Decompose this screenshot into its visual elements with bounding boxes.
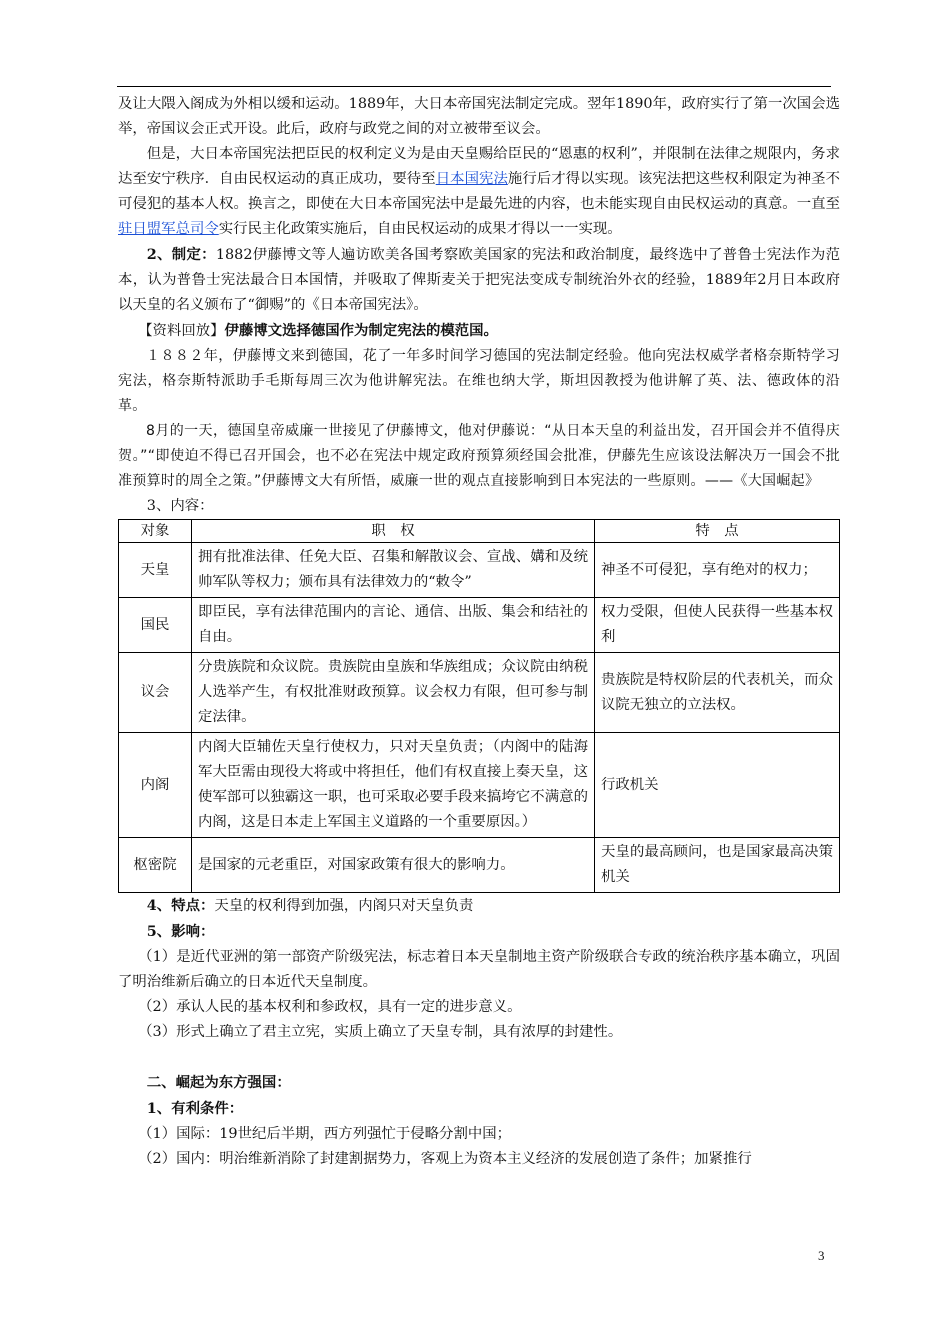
paragraph [118, 893, 840, 919]
spacer [118, 1045, 840, 1070]
table-row [119, 838, 840, 893]
page-number: 3 [818, 1248, 825, 1263]
table-cell: 枢密院 [119, 838, 192, 893]
section-heading: 5、影响： [146, 923, 215, 940]
paragraph [118, 242, 840, 318]
content-table [118, 519, 840, 893]
table-cell: 天皇的最高顾问，也是国家最高决策机关 [595, 838, 840, 893]
table-row [119, 543, 840, 598]
table-header: 职 权 [192, 520, 595, 543]
header-rule [117, 86, 831, 87]
material-bracket: 【资料回放】 [138, 323, 225, 339]
table-cell: 神圣不可侵犯，享有绝对的权力； [595, 543, 840, 598]
table-cell: 是国家的元老重臣，对国家政策有很大的影响力。 [192, 838, 595, 893]
table-row [119, 733, 840, 838]
text: 1882伊藤博文等人遍访欧美各国考察欧美国家的宪法和政治制度，最终选中了普鲁士宪法作为范本，认为普鲁士宪法最合日本国情，并吸取了俾斯麦关于把宪法变成专制统治外衣的经验，1889年2月日本政府以天皇的名义颁布了“御赐”的《日本帝国宪法》。 [118, 247, 840, 313]
table-header: 对象 [119, 520, 192, 543]
paragraph [118, 142, 840, 242]
table-cell: 即臣民，享有法律范围内的言论、通信、出版、集会和结社的自由。 [192, 598, 595, 653]
section-heading: 2、制定： [146, 246, 216, 263]
paragraph: （3）形式上确立了君主立宪，实质上确立了天皇专制，具有浓厚的封建性。 [138, 1024, 623, 1040]
source-paragraph: 8月的一天，德国皇帝威廉一世接见了伊藤博文，他对伊藤说：“从日本天皇的利益出发，召开国会并不值得庆贺。”“即使迫不得已召开国会，也不必在宪法中规定政府预算须经国会批准，伊藤先生应该设法解决万一国会不批准预算时的周全之策。”伊藤博文大有所悟，威廉一世的观点直接影响到日本宪法的一些原则。——《大国崛起》 [118, 423, 840, 489]
link-ghq[interactable]: 驻日盟军总司令 [118, 221, 219, 237]
table-header: 特 点 [595, 520, 840, 543]
section-heading [118, 1096, 840, 1122]
text: 但是，大日本帝国宪法把臣民的权利定义为是由天皇赐给臣民的“恩惠的权利”，并限制在法律之规限内，务求达至安宁秩序．自由民权运动的真正成功，要待至 [118, 146, 840, 187]
paragraph [118, 318, 840, 344]
paragraph: （1）国际：19世纪后半期，西方列强忙于侵略分割中国； [138, 1126, 512, 1142]
table-cell: 议会 [119, 653, 192, 733]
table-header-row [119, 520, 840, 543]
table-cell: 内阁 [119, 733, 192, 838]
section-heading: 4、特点： [146, 897, 215, 914]
table-row [119, 653, 840, 733]
table-cell: 内阁大臣辅佐天皇行使权力，只对天皇负责；（内阁中的陆海军大臣需由现役大将或中将担任，他们有权直接上奏天皇，这使军部可以独霸这一职，也可采取必要手段来搞垮它不满意的内阁，这是日本走上军国主义道路的一个重要原因。） [192, 733, 595, 838]
table-cell: 贵族院是特权阶层的代表机关，而众议院无独立的立法权。 [595, 653, 840, 733]
link-japan-constitution[interactable]: 日本国宪法 [435, 171, 508, 187]
table-cell: 天皇 [119, 543, 192, 598]
source-paragraph: １８８２年，伊藤博文来到德国，花了一年多时间学习德国的宪法制定经验。他向宪法权威学者格奈斯特学习宪法，格奈斯特派助手毛斯每周三次为他讲解宪法。在维也纳大学，斯坦因教授为他讲解了英、法、德政体的沿革。 [118, 348, 840, 414]
table-cell: 行政机关 [595, 733, 840, 838]
paragraph: （1）是近代亚洲的第一部资产阶级宪法，标志着日本天皇制地主资产阶级联合专政的统治秩序基本确立，巩固了明治维新后确立的日本近代天皇制度。 [118, 949, 840, 990]
paragraph: （2）承认人民的基本权利和参政权，具有一定的进步意义。 [138, 999, 522, 1015]
table-cell: 国民 [119, 598, 192, 653]
table-cell: 拥有批准法律、任免大臣、召集和解散议会、宣战、媾和及统帅军队等权力；颁布具有法律效力的“敕令” [192, 543, 595, 598]
text: 实行民主化政策实施后，自由民权运动的成果才得以一一实现。 [218, 221, 622, 237]
paragraph [118, 919, 840, 945]
heading-text: 1、有利条件： [146, 1100, 244, 1117]
heading-text: 二、崛起为东方强国： [146, 1074, 291, 1091]
section-heading [118, 1070, 840, 1096]
table-row [119, 598, 840, 653]
text: 施行后才得以实现。该宪法把这些权利限定为神圣不可侵犯的基本人权。换言之，即使在大日本帝国宪法中是最先进的内容，也未能实现自由民权运动的真意。一直至 [118, 171, 840, 212]
section-heading: 3、内容： [146, 498, 214, 514]
paragraph: （2）国内：明治维新消除了封建割据势力，客观上为资本主义经济的发展创造了条件；加紧推行 [138, 1151, 752, 1167]
document-body [118, 92, 840, 1172]
table-cell: 权力受限，但使人民获得一些基本权利 [595, 598, 840, 653]
text: 天皇的权利得到加强，内阁只对天皇负责 [214, 898, 474, 914]
paragraph: 及让大隈入阁成为外相以缓和运动。1889年，大日本帝国宪法制定完成。翌年1890年，政府实行了第一次国会选举，帝国议会正式开设。此后，政府与政党之间的对立被带至议会。 [118, 96, 840, 137]
table-cell: 分贵族院和众议院。贵族院由皇族和华族组成；众议院由纳税人选举产生，有权批准财政预算。议会权力有限，但可参与制定法律。 [192, 653, 595, 733]
material-title: 伊藤博文选择德国作为制定宪法的模范国。 [224, 322, 498, 339]
